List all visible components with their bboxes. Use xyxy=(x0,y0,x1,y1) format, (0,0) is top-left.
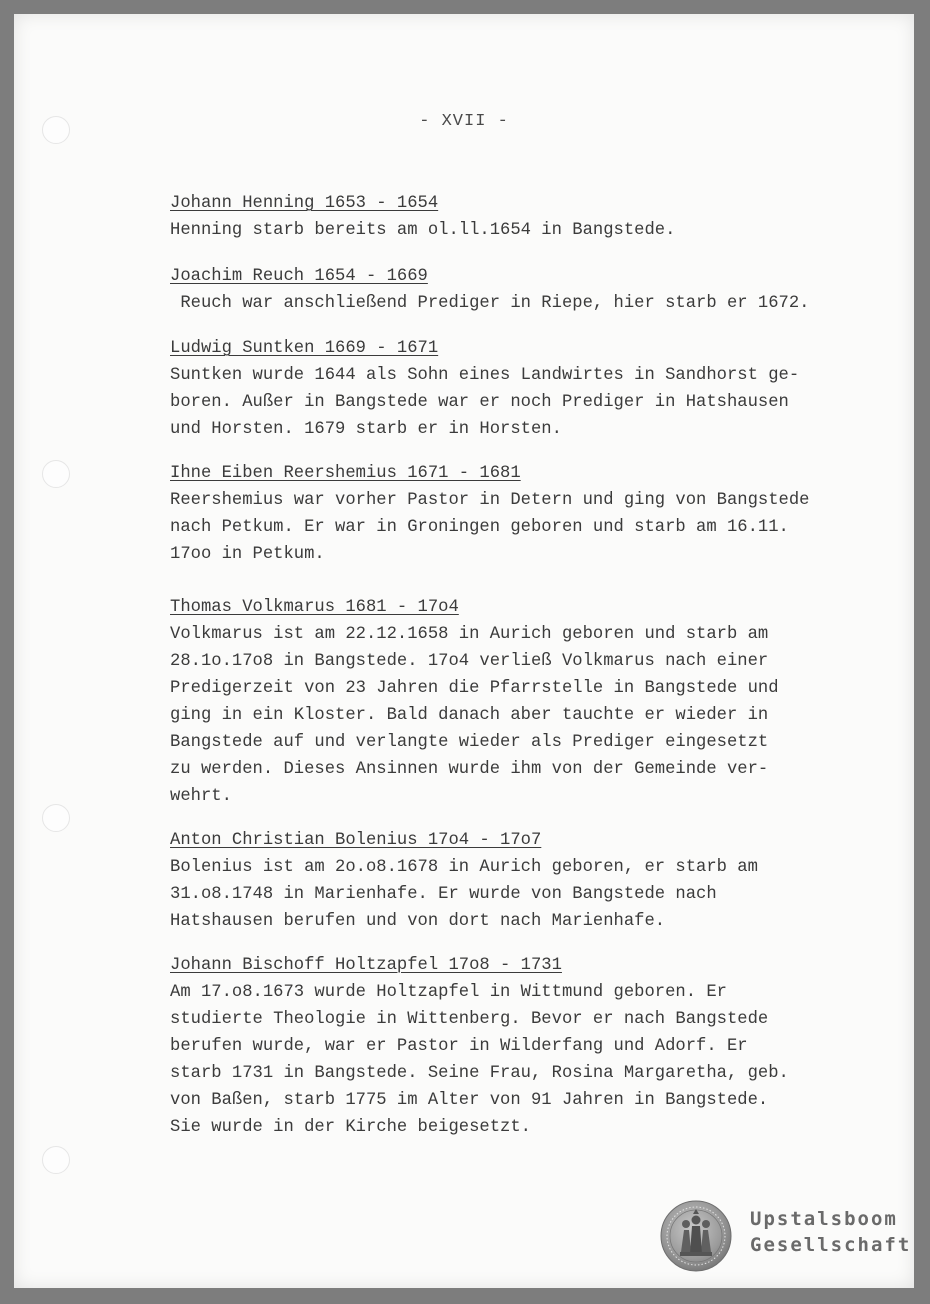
entry-text-line: Volkmarus ist am 22.12.1658 in Aurich geboren und starb am xyxy=(170,625,769,644)
entry-johann-henning xyxy=(170,190,875,244)
entry-text-line: Reershemius war vorher Pastor in Detern und ging von Bangstede xyxy=(170,491,810,510)
entry-text-line: von Baßen, starb 1775 im Alter von 91 Jahren in Bangstede. xyxy=(170,1091,769,1110)
entry-text-line: Suntken wurde 1644 als Sohn eines Landwirtes in Sandhorst ge- xyxy=(170,366,800,385)
document-page xyxy=(14,14,914,1288)
seal-icon xyxy=(660,1200,732,1272)
entry-text-line: boren. Außer in Bangstede war er noch Prediger in Hatshausen xyxy=(170,393,789,412)
entry-text-line: Sie wurde in der Kirche beigesetzt. xyxy=(170,1118,531,1137)
society-name xyxy=(750,1206,911,1258)
entry-text-line: Bangstede auf und verlangte wieder als Prediger eingesetzt xyxy=(170,733,769,752)
entry-text-line: studierte Theologie in Wittenberg. Bevor er nach Bangstede xyxy=(170,1010,769,1029)
entry-heading: Ihne Eiben Reershemius 1671 - 1681 xyxy=(170,464,521,483)
society-logo xyxy=(660,1200,912,1276)
entry-heading: Thomas Volkmarus 1681 - 17o4 xyxy=(170,598,459,617)
society-name-line: Gesellschaft xyxy=(750,1234,912,1256)
entry-anton-christian-bolenius xyxy=(170,827,875,935)
page-number: - XVII - xyxy=(419,112,509,131)
entry-heading: Joachim Reuch 1654 - 1669 xyxy=(170,267,428,286)
entry-text-line: Am 17.o8.1673 wurde Holtzapfel in Wittmund geboren. Er xyxy=(170,983,727,1002)
entry-text-line: wehrt. xyxy=(170,787,232,806)
society-name-line: Upstalsboom xyxy=(750,1208,898,1230)
entry-text-line: nach Petkum. Er war in Groningen geboren und starb am 16.11. xyxy=(170,518,789,537)
entry-text-line: ging in ein Kloster. Bald danach aber tauchte er wieder in xyxy=(170,706,769,725)
punch-hole xyxy=(42,804,70,832)
entry-ludwig-suntken xyxy=(170,335,875,443)
punch-hole xyxy=(42,460,70,488)
entry-text-line: und Horsten. 1679 starb er in Horsten. xyxy=(170,420,562,439)
entry-text-line: Hatshausen berufen und von dort nach Marienhafe. xyxy=(170,912,666,931)
entry-ihne-eiben-reershemius xyxy=(170,460,875,568)
entry-text-line: starb 1731 in Bangstede. Seine Frau, Rosina Margaretha, geb. xyxy=(170,1064,789,1083)
entry-heading: Anton Christian Bolenius 17o4 - 17o7 xyxy=(170,831,542,850)
entry-text-line: Bolenius ist am 2o.o8.1678 in Aurich geboren, er starb am xyxy=(170,858,758,877)
entry-text-line: 28.1o.17o8 in Bangstede. 17o4 verließ Volkmarus nach einer xyxy=(170,652,769,671)
entry-heading: Johann Henning 1653 - 1654 xyxy=(170,194,439,213)
entry-text-line: 31.o8.1748 in Marienhafe. Er wurde von Bangstede nach xyxy=(170,885,717,904)
entry-text-line: zu werden. Dieses Ansinnen wurde ihm von der Gemeinde ver- xyxy=(170,760,769,779)
entry-text-line: Predigerzeit von 23 Jahren die Pfarrstelle in Bangstede und xyxy=(170,679,779,698)
entry-heading: Johann Bischoff Holtzapfel 17o8 - 1731 xyxy=(170,956,562,975)
entry-johann-bischoff-holtzapfel xyxy=(170,952,875,1141)
entry-text-line: 17oo in Petkum. xyxy=(170,545,325,564)
entry-text-line: Henning starb bereits am ol.ll.1654 in Bangstede. xyxy=(170,221,676,240)
entry-joachim-reuch xyxy=(170,263,875,317)
punch-hole xyxy=(42,1146,70,1174)
entry-thomas-volkmarus xyxy=(170,594,875,810)
entry-heading: Ludwig Suntken 1669 - 1671 xyxy=(170,339,439,358)
entry-text-line: berufen wurde, war er Pastor in Wilderfang und Adorf. Er xyxy=(170,1037,748,1056)
entry-text-line: Reuch war anschließend Prediger in Riepe, hier starb er 1672. xyxy=(170,294,810,313)
